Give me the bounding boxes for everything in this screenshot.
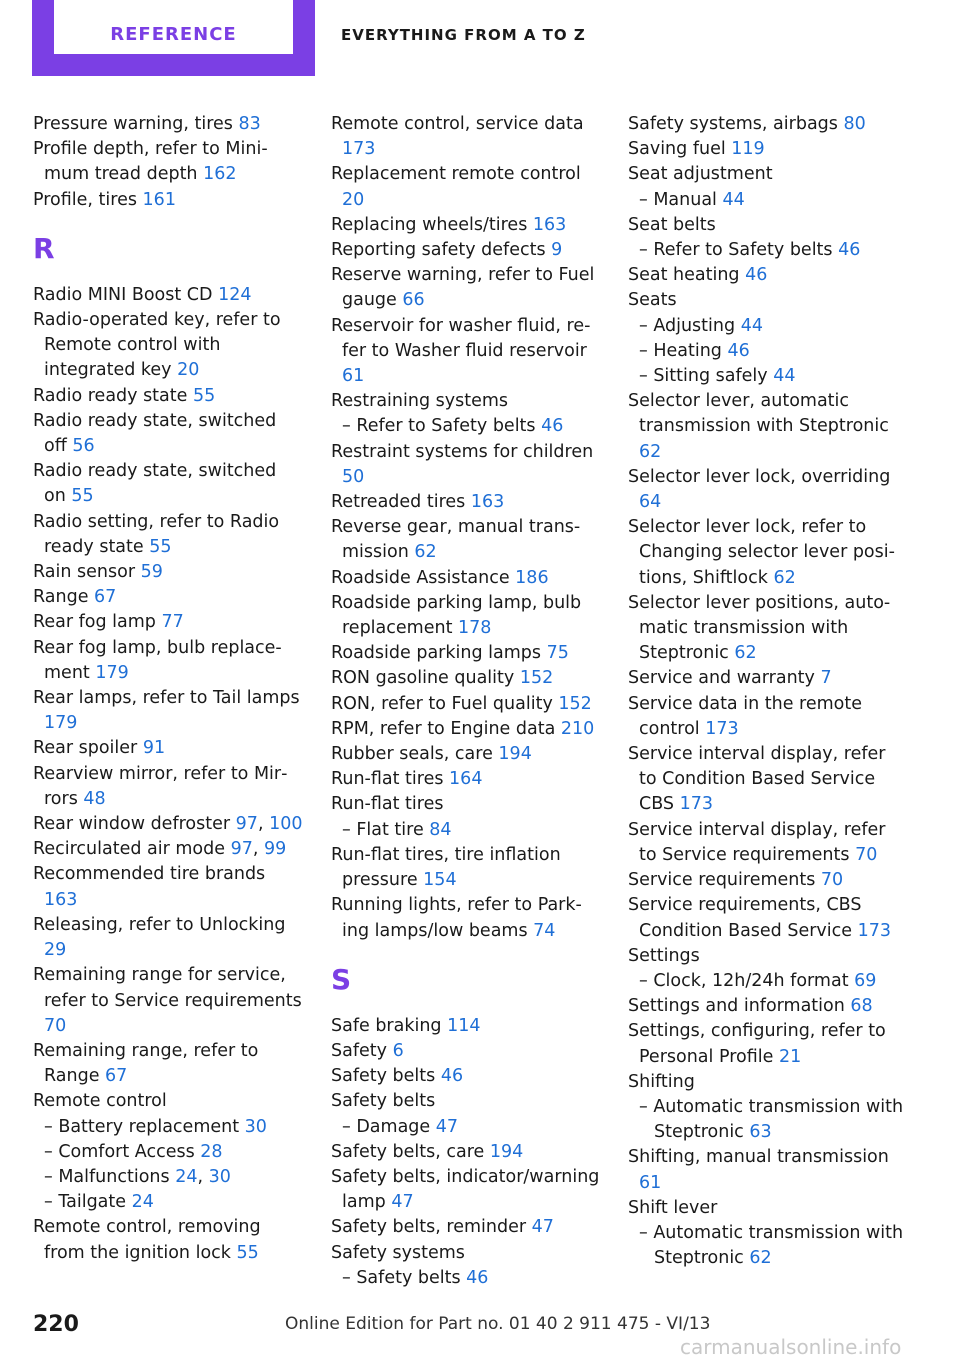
index-entry [628,112,906,137]
page-reference-link[interactable]: 62 [734,643,757,664]
page-reference-link[interactable]: 55 [236,1242,259,1263]
page-reference-link[interactable]: 97 [230,839,253,860]
index-subentry [331,818,601,843]
subentry-dash: – [342,1267,357,1288]
entry-text: Reservoir for washer fluid, refer to Washer fluid reservoir [331,315,591,361]
index-entry [628,1019,906,1069]
page-reference-link[interactable]: 62 [414,542,437,563]
index-entry [331,566,601,591]
page-reference-link[interactable]: 173 [857,920,892,941]
entry-text: Sitting safely [653,366,768,387]
page-reference-link[interactable]: 44 [773,366,796,387]
page-reference-link[interactable]: 44 [740,315,763,336]
entry-text: Radio ready state [33,385,188,406]
entry-text: Safety belts [331,1091,436,1112]
page-reference-link[interactable]: 83 [238,114,261,134]
entry-text: Retreaded tires [331,492,466,513]
page-reference-link[interactable]: 68 [850,996,873,1017]
page-reference-link[interactable]: 9 [551,240,563,261]
index-entry [331,893,601,943]
edition-footer: Online Edition for Part no. 01 40 2 911 475 - VI/13 [285,1314,711,1334]
entry-text: Restraint systems for children [331,441,594,462]
index-entry [331,843,601,893]
entry-text: Selector lever lock, overriding [628,466,891,487]
entry-text: Remote control, removing from the ignition lock [33,1217,261,1263]
entry-text: Rubber seals, care [331,744,493,765]
page-reference-link[interactable]: 62 [749,1248,772,1269]
entry-text: Radio MINI Boost CD [33,284,213,305]
page-reference-link[interactable]: 75 [546,643,569,664]
index-entry [33,913,303,963]
page-reference-link[interactable]: 179 [95,662,129,683]
page-reference-link[interactable]: 84 [429,819,452,840]
entry-text: Selector lever lock, refer to Changing selector lever positions, Shiftlock [628,517,895,588]
entry-text: Remaining range, refer to Range [33,1040,259,1087]
index-subentry [628,339,906,364]
entry-text: Settings and information [628,996,845,1017]
page-reference-link[interactable]: 119 [731,139,765,160]
subentry-dash: – [639,1222,654,1243]
entry-text: Safe braking [331,1015,442,1036]
entry-text: Selector lever, automatic transmission with Steptronic [628,391,889,437]
page-reference-link[interactable]: 77 [161,612,184,633]
index-subentry [331,1115,601,1140]
page-reference-link[interactable]: 61 [639,1172,662,1193]
page-reference-link[interactable]: 20 [342,189,365,210]
index-entry [331,238,601,263]
page-reference-link[interactable]: 152 [558,693,592,714]
page-number: 220 [33,1312,79,1337]
entry-text: Comfort Access [58,1141,195,1162]
index-entry [33,610,303,635]
entry-text: Remote control [33,1091,167,1112]
page-reference-link[interactable]: 186 [515,567,549,588]
index-entry [331,314,601,390]
subentry-dash: – [639,340,654,361]
entry-text: Battery replacement [58,1116,240,1137]
index-column-3 [628,112,906,1271]
index-entry [33,1089,303,1114]
page-reference-link[interactable]: 46 [440,1066,464,1087]
entry-text: Settings, configuring, refer to Personal Profile [628,1021,886,1067]
entry-text: Safety belts [331,1066,436,1087]
index-entry: Recirculated air mode 97, 99 [33,839,287,860]
index-entry [331,717,601,742]
index-entry [628,1070,906,1095]
page-reference-link[interactable]: 6 [392,1040,404,1061]
entry-text: Seat adjustment [628,164,773,185]
index-entry [33,112,303,137]
entry-text: Damage [356,1116,431,1137]
page-reference-link[interactable]: 173 [679,794,714,815]
index-entry [628,994,906,1019]
section-title: EVERYTHING FROM A TO Z [341,26,586,44]
entry-text: Safety systems [331,1242,465,1263]
page-reference-link[interactable]: 66 [402,290,425,311]
subentry-dash: – [639,240,654,261]
index-entry [331,767,601,792]
index-entry [331,1089,601,1114]
page-reference-link[interactable]: 210 [560,718,595,739]
index-entry [628,666,906,691]
page-reference-link[interactable]: 154 [423,870,457,891]
index-entry [33,862,303,912]
index-subentry [628,969,906,994]
page-reference-link[interactable]: 67 [105,1066,128,1087]
subentry-dash: – [639,315,654,336]
index-entry [331,213,601,238]
entry-text: Service interval display, refer to Service requirements [628,819,886,865]
entry-text: Reverse gear, manual transmission [331,517,581,563]
entry-text: Rearview mirror, refer to Mirrors [33,763,288,809]
page-reference-link[interactable]: 28 [200,1141,223,1162]
entry-text: Tailgate [58,1192,127,1213]
page-reference-link[interactable]: 20 [177,360,200,381]
page-reference-link[interactable]: 70 [820,870,844,891]
index-entry [628,515,906,591]
page-reference-link[interactable]: 55 [192,385,216,406]
page-reference-link[interactable]: 61 [342,366,365,387]
entry-text: Manual [653,189,717,210]
index-entry [628,263,906,288]
index-subentry [33,1115,303,1140]
page-reference-link[interactable]: 97 [235,814,258,835]
page-reference-link[interactable]: 62 [639,441,662,462]
entry-text: Selector lever positions, automatic transmission with Steptronic [628,592,891,664]
index-entry [331,792,601,817]
index-entry [628,893,906,943]
page-reference-link[interactable]: 100 [269,814,303,835]
entry-text: Heating [653,340,722,361]
entry-text: Range [33,587,89,608]
index-entry [628,818,906,868]
entry-text: Rear window defroster [33,814,231,835]
page-reference-link[interactable]: 114 [447,1015,481,1036]
index-entry [628,137,906,162]
page-reference-link[interactable]: 124 [218,284,252,305]
entry-text: Shifting [628,1071,695,1092]
index-entry [331,1014,601,1039]
page-reference-link[interactable]: 55 [71,486,94,507]
entry-text: RON gasoline quality [331,668,515,689]
index-letter-heading: R [33,231,55,265]
index-entry [33,409,303,459]
entry-text: Reserve warning, refer to Fuel gauge [331,265,595,311]
subentry-dash: – [639,1096,654,1117]
index-subentry [33,1190,303,1215]
page-reference-link[interactable]: 63 [749,1122,772,1143]
index-entry [628,692,906,742]
page-reference-link[interactable]: 30 [208,1166,231,1187]
entry-text: Safety [331,1040,387,1061]
entry-text: Service and warranty [628,668,815,689]
index-entry [33,384,303,409]
index-subentry [628,364,906,389]
index-subentry: – Malfunctions 24, 30 [44,1166,231,1187]
index-entry [33,963,303,1039]
page-reference-link[interactable]: 47 [531,1217,554,1238]
entry-text: Radio-operated key, refer to Remote control with integrated key [33,310,281,381]
entry-text: Seat belts [628,214,716,235]
page-reference-link[interactable]: 194 [489,1141,524,1162]
entry-text: Remote control, service data [331,114,584,134]
entry-text: Radio ready state, switched on [33,461,277,507]
subentry-dash: – [342,819,357,840]
subentry-dash: – [342,416,357,437]
page-reference-link[interactable]: 163 [470,492,505,513]
page-reference-link[interactable]: 29 [44,940,67,961]
index-subentry [628,1095,906,1145]
page-reference-link[interactable]: 30 [244,1116,267,1137]
index-entry [331,641,601,666]
page-reference-link[interactable]: 70 [44,1015,67,1036]
index-entry [331,263,601,313]
header-tab [32,0,315,76]
index-entry [331,1165,601,1215]
index-entry [33,686,303,736]
index-entry [628,213,906,238]
entry-text: Service requirements, CBS Condition Based Service [628,895,862,941]
index-entry [331,440,601,490]
entry-text: RPM, refer to Engine data [331,718,556,739]
entry-text: Profile, tires [33,189,137,210]
index-entry [33,308,303,384]
entry-text: Releasing, refer to Unlocking [33,914,286,935]
index-entry [331,692,601,717]
page-reference-link[interactable]: 80 [843,114,866,134]
entry-text: Remaining range for service, refer to Service requirements [33,965,302,1011]
entry-text: Rear spoiler [33,738,138,759]
page-reference-link[interactable]: 62 [773,567,796,588]
entry-text: Roadside parking lamps [331,643,541,664]
index-column-1 [33,112,303,1266]
index-subentry [331,414,601,439]
entry-text: Safety belts, care [331,1141,485,1162]
entry-text: Service data in the remote control [628,693,862,739]
subentry-dash: – [639,970,654,991]
entry-text: Rear fog lamp [33,612,156,633]
page-reference-link[interactable]: 56 [72,436,95,457]
index-entry [33,137,303,187]
index-entry [33,585,303,610]
index-entry [331,591,601,641]
entry-text: Service requirements [628,870,816,891]
entry-text: Profile depth, refer to Minimum tread depth [33,139,268,185]
page-reference-link[interactable]: 46 [745,265,768,286]
page-reference-link[interactable]: 48 [83,788,106,809]
entry-text: Refer to Safety belts [653,240,833,261]
index-entry [628,868,906,893]
entry-text: Automatic transmission with Steptronic [653,1222,904,1269]
page-reference-link[interactable]: 161 [142,189,176,210]
entry-text: Clock, 12h/24h format [653,970,849,991]
entry-text: Rear fog lamp, bulb replacement [33,637,282,683]
page-reference-link[interactable]: 70 [855,844,878,865]
entry-text: Shift lever [628,1197,718,1218]
index-entry [331,1241,601,1266]
index-entry [628,591,906,667]
index-entry [628,944,906,969]
subentry-dash: – [44,1116,59,1137]
subentry-dash: – [44,1192,59,1213]
page-reference-link[interactable]: 179 [44,713,78,734]
page-reference-link[interactable]: 21 [778,1046,802,1067]
index-entry [331,1039,601,1064]
entry-text: Safety belts [356,1267,461,1288]
index-subentry [628,1221,906,1271]
index-entry [628,389,906,465]
page-reference-link[interactable]: 99 [264,839,287,860]
page-reference-link[interactable]: 74 [533,920,556,941]
page-reference-link[interactable]: 173 [705,718,739,739]
entry-text: Restraining systems [331,391,508,412]
page-reference-link[interactable]: 178 [458,618,492,639]
index-entry [331,666,601,691]
index-entry [628,162,906,187]
entry-text: Running lights, refer to Parking lamps/low beams [331,895,582,941]
page-reference-link[interactable]: 46 [466,1267,489,1288]
entry-text: Pressure warning, tires [33,114,233,134]
entry-text: Adjusting [653,315,736,336]
index-entry [331,112,601,162]
index-entry [331,1064,601,1089]
page-reference-link[interactable]: 162 [203,164,237,185]
page-reference-link[interactable]: 47 [391,1192,414,1213]
index-entry [33,560,303,585]
entry-text: Safety belts, indicator/warning lamp [331,1166,600,1213]
entry-text: Flat tire [356,819,424,840]
page-reference-link[interactable]: 194 [498,744,532,765]
entry-text: Safety belts, reminder [331,1217,527,1238]
entry-text: Rear lamps, refer to Tail lamps [33,688,300,709]
page-reference-link[interactable]: 44 [722,189,745,210]
index-subentry [331,1266,601,1291]
entry-text: Seats [628,290,677,311]
page-reference-link[interactable]: 67 [94,587,117,608]
page-reference-link[interactable]: 47 [435,1116,459,1137]
page-reference-link[interactable]: 46 [727,340,750,361]
entry-text: Run-flat tires, tire inflation pressure [331,844,561,891]
index-entry [331,389,601,414]
entry-text: Settings [628,945,700,966]
page-reference-link[interactable]: 46 [838,240,861,261]
page-reference-link[interactable]: 164 [449,769,483,790]
entry-text: Safety systems, airbags [628,114,838,134]
entry-text: RON, refer to Fuel quality [331,693,553,714]
index-entry [331,162,601,212]
page-reference-link[interactable]: 55 [149,536,172,557]
entry-text: Recirculated air mode [33,839,226,860]
entry-text: Automatic transmission with Steptronic [653,1096,904,1143]
subentry-dash: – [44,1166,59,1187]
index-entry [33,459,303,509]
index-entry [33,1039,303,1089]
page-reference-link[interactable]: 64 [639,492,662,513]
entry-text: Reporting safety defects [331,240,546,261]
index-entry [33,188,303,213]
index-subentry [628,314,906,339]
entry-text: Roadside Assistance [331,567,510,588]
index-entry [33,1215,303,1265]
entry-text: Replacement remote control [331,164,581,185]
index-entry [33,510,303,560]
entry-text: Seat heating [628,265,740,286]
index-entry [331,742,601,767]
entry-text: Service interval display, refer to Condition Based Service CBS [628,744,886,815]
page-reference-link[interactable]: 24 [175,1166,198,1187]
page-reference-link[interactable]: 163 [532,214,567,235]
page-reference-link[interactable]: 7 [820,668,832,689]
entry-text: Malfunctions [58,1166,170,1187]
entry-text: Shifting, manual transmission [628,1147,889,1168]
page-reference-link[interactable]: 152 [519,668,554,689]
index-entry [331,490,601,515]
page-reference-link[interactable]: 46 [541,416,564,437]
index-entry [331,515,601,565]
page-reference-link[interactable]: 50 [342,466,365,487]
entry-text: Recommended tire brands [33,864,266,885]
index-entry [33,636,303,686]
index-subentry [33,1140,303,1165]
entry-text: Roadside parking lamp, bulb replacement [331,592,582,639]
entry-text: Saving fuel [628,139,726,160]
subentry-dash: – [342,1116,357,1137]
index-subentry [628,238,906,263]
index-entry: Rear window defroster 97, 100 [33,814,303,835]
page-reference-link[interactable]: 91 [142,738,166,759]
index-entry [331,1140,601,1165]
subentry-dash: – [44,1141,59,1162]
page-reference-link[interactable]: 69 [854,970,877,991]
index-column-2 [331,112,601,1291]
index-letter-heading: S [331,962,352,996]
index-entry [33,736,303,761]
subentry-dash: – [639,189,654,210]
index-entry [331,1215,601,1240]
index-entry [628,288,906,313]
entry-text: Run-flat tires [331,794,444,815]
index-entry [33,762,303,812]
page-reference-link[interactable]: 163 [44,889,78,910]
index-subentry [628,188,906,213]
index-entry [628,1145,906,1195]
entry-text: Refer to Safety belts [356,416,536,437]
reference-tab-label: REFERENCE [54,0,293,54]
entry-text: Rain sensor [33,562,136,583]
entry-text: Radio setting, refer to Radio ready state [33,511,280,557]
entry-text: Run-flat tires [331,769,444,790]
page-reference-link[interactable]: 24 [131,1192,154,1213]
watermark: carmanualsonline.info [680,1335,902,1359]
page-reference-link[interactable]: 59 [140,562,163,583]
index-entry [628,465,906,515]
entry-text: Radio ready state, switched off [33,410,277,457]
index-entry [33,283,303,308]
index-entry [628,742,906,818]
entry-text: Replacing wheels/tires [331,214,528,235]
page-reference-link[interactable]: 173 [342,139,376,160]
subentry-dash: – [639,366,654,387]
index-entry [628,1196,906,1221]
